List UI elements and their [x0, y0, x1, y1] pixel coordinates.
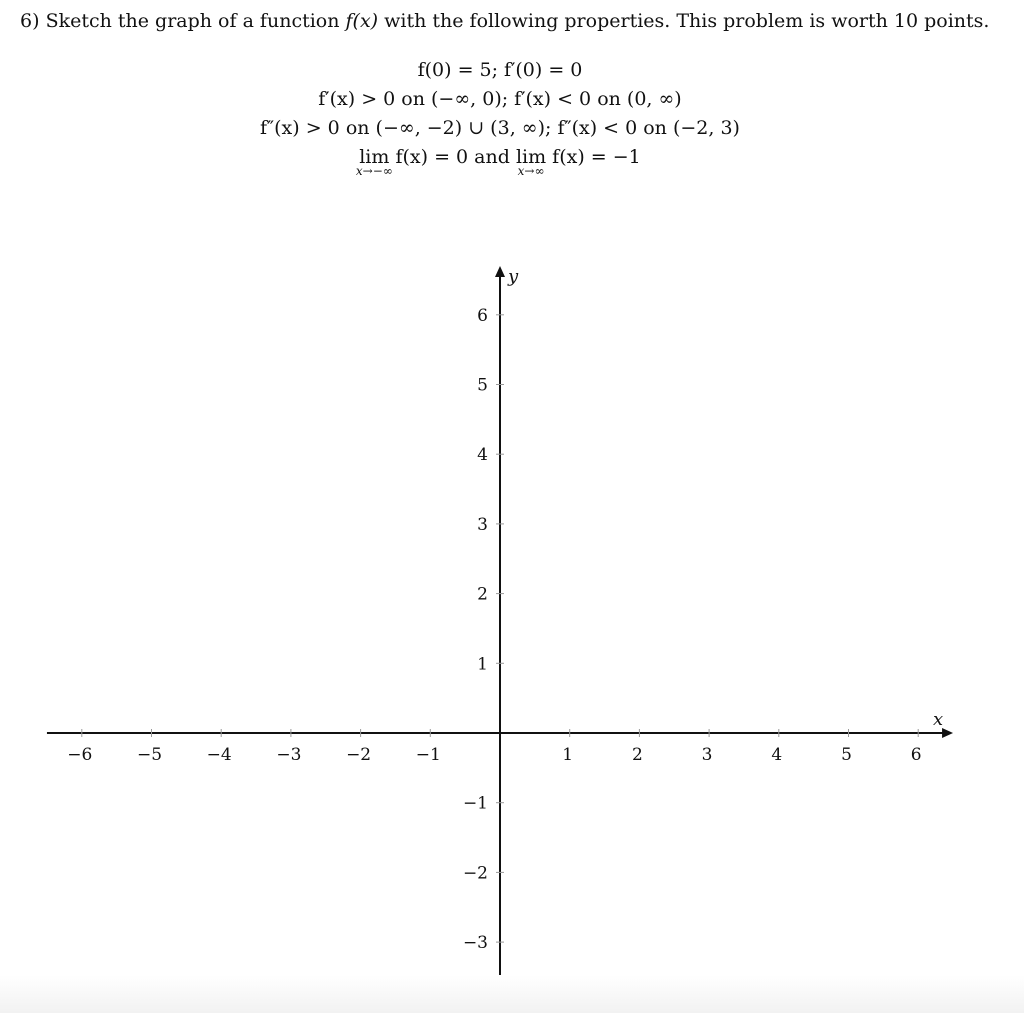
y-tick-label: 4 — [477, 445, 488, 466]
limit-2-word: lim — [515, 146, 547, 168]
condition-first-derivative-sign: f′(x) > 0 on (−∞, 0); f′(x) < 0 on (0, ∞) — [318, 88, 682, 110]
bottom-fade — [0, 975, 1024, 1013]
x-tick-label: −3 — [276, 745, 302, 765]
limit-1-subscript: x→−∞ — [355, 164, 393, 178]
x-tick-label: 4 — [771, 745, 783, 765]
x-tick-label: −1 — [415, 745, 441, 765]
x-tick-label: 6 — [910, 745, 922, 765]
condition-second-derivative-sign: f″(x) > 0 on (−∞, −2) ∪ (3, ∞); f″(x) < 0 on (−2, 3) — [260, 117, 740, 139]
x-tick-label: −4 — [206, 745, 232, 765]
x-tick-label: 2 — [631, 745, 643, 765]
y-tick-label: 3 — [477, 514, 488, 535]
x-tick-label: 3 — [701, 745, 713, 765]
condition-value-derivative: f(0) = 5; f′(0) = 0 — [417, 59, 583, 81]
y-tick-label: 5 — [477, 375, 488, 396]
x-axis-ticks — [67, 729, 921, 765]
limit-joiner: and — [474, 146, 510, 168]
y-tick-label: 1 — [477, 654, 488, 675]
y-axis-label: y — [508, 266, 519, 288]
limit-2-expression: f(x) = −1 — [552, 146, 641, 168]
problem-number: 6) — [20, 10, 40, 32]
x-tick-label: 5 — [841, 745, 852, 765]
x-tick-label: −2 — [346, 745, 372, 765]
y-tick-label: 2 — [477, 584, 488, 605]
y-tick-label: −3 — [462, 933, 488, 954]
y-axis-ticks — [463, 306, 504, 1013]
limit-2-subscript: x→∞ — [517, 164, 545, 178]
limit-1-expression: f(x) = 0 — [395, 146, 469, 168]
x-tick-label: −5 — [136, 745, 163, 765]
y-tick-label: −2 — [462, 863, 488, 884]
y-axis-arrowhead — [495, 266, 505, 277]
x-axis-arrowhead — [942, 728, 953, 738]
problem-text-after: with the following properties. This problem is worth 10 points. — [384, 10, 990, 32]
limit-1-word: lim — [359, 146, 390, 168]
x-tick-label: 1 — [562, 745, 574, 765]
y-tick-label: −1 — [462, 793, 488, 814]
x-tick-label: −6 — [67, 745, 93, 765]
function-symbol: f(x) — [345, 10, 379, 32]
y-tick-label: 6 — [477, 305, 488, 326]
problem-text-before: Sketch the graph of a function — [45, 10, 340, 32]
x-axis-label: x — [933, 709, 944, 730]
